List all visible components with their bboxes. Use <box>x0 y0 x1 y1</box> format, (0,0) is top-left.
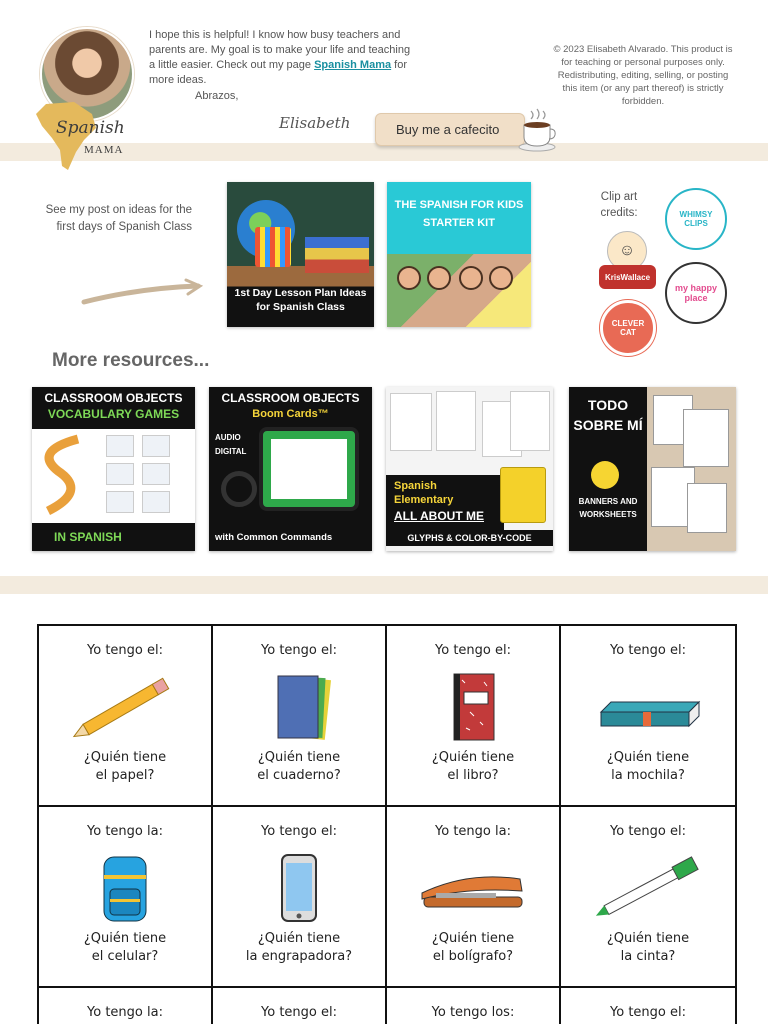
i-have-who-has-cards <box>37 624 737 1024</box>
card-have-text: Yo tengo el: <box>87 643 163 658</box>
worksheets-preview <box>647 387 736 551</box>
pencil-cup-icon <box>255 227 291 267</box>
stapler-icon <box>408 853 538 923</box>
card <box>387 626 561 807</box>
clip-art-credits-label: Clip art credits: <box>600 191 638 219</box>
notebook-icon <box>408 672 538 742</box>
card-question: ¿Quién tiene la cinta? <box>606 931 690 964</box>
resource-footer: GLYPHS & COLOR-BY-CODE <box>386 530 553 546</box>
card-question: ¿Quién tiene el libro? <box>431 750 515 783</box>
copyright-notice: © 2023 Elisabeth Alvarado. This product is for teaching or personal purposes only. Redistributing, editing, selling, or posting this item (or any part thereof) is strictly forbidden. <box>553 44 733 107</box>
brand-logo-script: Spanish <box>56 118 125 138</box>
kids-photo <box>387 254 531 327</box>
arrow-right-icon <box>80 278 205 308</box>
card-have-text: Yo tengo el: <box>435 643 511 658</box>
card <box>213 988 387 1024</box>
card <box>387 988 561 1024</box>
backpack-icon <box>60 853 190 923</box>
card-have-text: Yo tengo el: <box>261 643 337 658</box>
resource-title: CLASSROOM OBJECTS <box>221 391 360 405</box>
card-question: ¿Quién tiene la engrapadora? <box>245 931 353 964</box>
more-resources-heading: More resources... <box>52 350 210 371</box>
lesson-plan-post-thumbnail[interactable] <box>227 182 374 327</box>
resource-footer: BANNERS AND WORKSHEETS <box>578 497 638 519</box>
kid-face-icon <box>427 266 451 290</box>
section-divider <box>0 576 768 594</box>
starter-kit-thumbnail[interactable] <box>387 182 531 327</box>
card-have-text: Yo tengo el: <box>261 824 337 839</box>
clever-cat-logo[interactable]: CLEVER CAT <box>600 300 656 356</box>
thumbnail-caption: THE SPANISH FOR KIDS STARTER KIT <box>394 199 524 229</box>
resource-title: CLASSROOM OBJECTS <box>44 391 183 405</box>
books-icon <box>305 237 369 273</box>
phone-icon <box>234 853 364 923</box>
card <box>561 626 735 807</box>
resource-vocabulary-games[interactable] <box>32 387 195 551</box>
buy-cafecito-label: Buy me a cafecito <box>396 122 500 137</box>
resource-todo-sobre-mi[interactable] <box>569 387 736 551</box>
card-question: ¿Quién tiene el papel? <box>83 750 167 783</box>
whimsy-clips-logo[interactable]: WHIMSY CLIPS <box>665 188 727 250</box>
card <box>561 807 735 988</box>
signature: Elisabeth <box>279 114 351 132</box>
kid-face-icon <box>397 266 421 290</box>
resource-footer: IN SPANISH <box>54 530 122 544</box>
resource-title: Spanish Elementary <box>394 480 454 506</box>
kris-wallace-logo[interactable]: KrisWallace <box>599 265 656 289</box>
card-have-text: Yo tengo los: <box>431 1005 515 1020</box>
card <box>39 988 213 1024</box>
post-promo-text: See my post on ideas for the first days of Spanish Class <box>45 204 192 233</box>
intro-text: I hope this is helpful! I know how busy teachers and parents are. My goal is to make your life and teaching a little easier. Check out my page Spanish Mama for more ideas. <box>149 29 411 86</box>
resource-footer: with Common Commands <box>215 532 333 543</box>
card-have-text: Yo tengo el: <box>610 643 686 658</box>
game-board-preview <box>32 429 195 523</box>
smiley-sunglasses-icon <box>591 461 619 489</box>
kid-face-icon <box>459 266 483 290</box>
spanish-mama-link[interactable]: Spanish Mama <box>314 59 392 71</box>
resource-subtitle: ALL ABOUT ME <box>394 509 484 523</box>
audio-tag: AUDIO <box>215 433 241 442</box>
card <box>213 626 387 807</box>
crayons-icon <box>500 467 546 523</box>
closing-text: Abrazos, <box>195 90 239 102</box>
card-question: ¿Quién tiene el bolígrafo? <box>431 931 515 964</box>
card-question: ¿Quién tiene el celular? <box>83 931 167 964</box>
card-have-text: Yo tengo la: <box>435 824 511 839</box>
resource-all-about-me[interactable] <box>386 387 553 551</box>
kid-face-icon <box>489 266 513 290</box>
buy-cafecito-button[interactable] <box>375 113 525 146</box>
card <box>213 807 387 988</box>
card-have-text: Yo tengo el: <box>261 1005 337 1020</box>
card <box>39 807 213 988</box>
card-have-text: Yo tengo el: <box>610 824 686 839</box>
card-have-text: Yo tengo el: <box>610 1005 686 1020</box>
card <box>561 988 735 1024</box>
header <box>0 0 768 162</box>
resource-boom-cards[interactable] <box>209 387 372 551</box>
thumbnail-caption: 1st Day Lesson Plan Ideas for Spanish Class <box>234 287 367 313</box>
book-icon <box>583 672 713 742</box>
card-question: ¿Quién tiene la mochila? <box>606 750 690 783</box>
card-question: ¿Quién tiene el cuaderno? <box>257 750 341 783</box>
resource-subtitle: Boom Cards™ <box>252 408 329 420</box>
tablet-icon <box>259 427 359 511</box>
pen-icon <box>583 853 713 923</box>
kid-clipart-logo[interactable]: ☺ <box>607 231 647 271</box>
card <box>39 626 213 807</box>
resource-title: TODO SOBRE MÍ <box>573 397 643 433</box>
brand-logo-mama: MAMA <box>84 144 124 156</box>
pencil-icon <box>60 672 190 742</box>
coffee-cup-icon <box>517 107 557 153</box>
headphones-icon <box>221 471 257 507</box>
card-have-text: Yo tengo la: <box>87 824 163 839</box>
card-have-text: Yo tengo la: <box>87 1005 163 1020</box>
digital-tag: DIGITAL <box>215 447 247 456</box>
resource-subtitle: VOCABULARY GAMES <box>47 407 180 421</box>
card <box>387 807 561 988</box>
my-happy-place-logo[interactable]: my happy place <box>665 262 727 324</box>
paper-icon <box>234 672 364 742</box>
